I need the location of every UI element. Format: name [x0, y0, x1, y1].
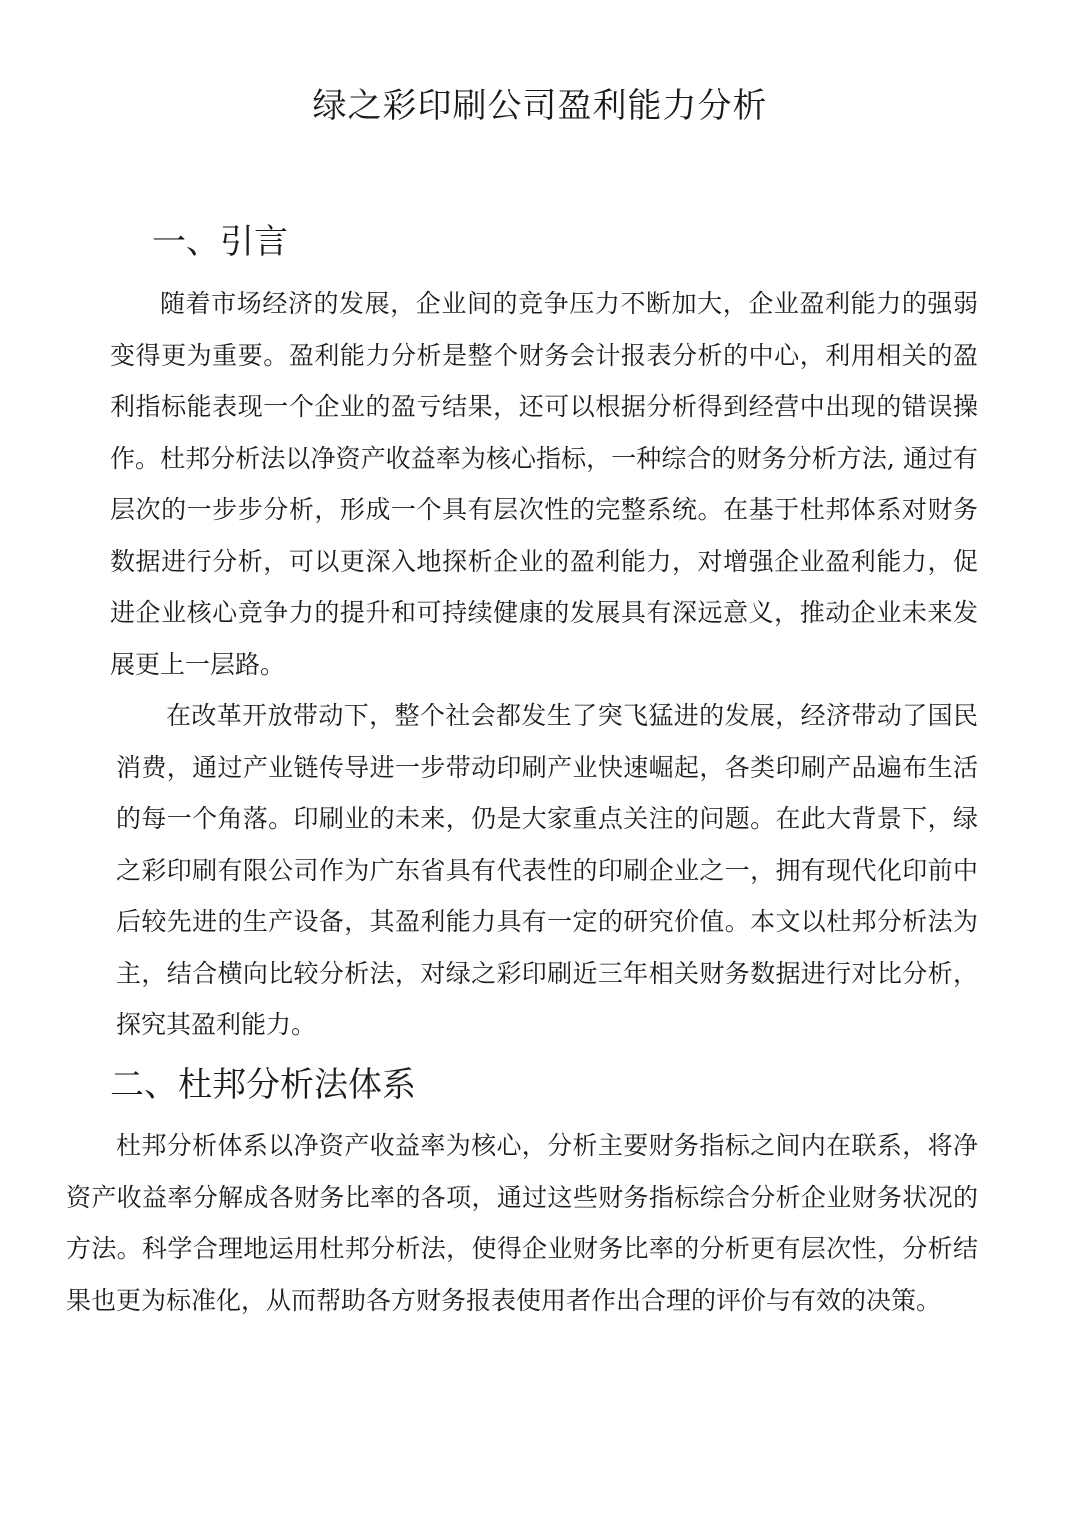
paragraph-dupont-system-1: 杜邦分析体系以净资产收益率为核心，分析主要财务指标之间内在联系，将净资产收益率分解成各财务比率的各项，通过这些财务指标综合分析企业财务状况的方法。科学合理地运用杜邦分析法，使得企业财务比率的分析更有层次性，分析结果也更为标准化，从而帮助各方财务报表使用者作出合理的评价与有效的决策。: [66, 1131, 978, 1315]
section-heading-dupont-system: 二、杜邦分析法体系: [110, 1065, 416, 1105]
document-title: 绿之彩印刷公司盈利能力分析: [312, 86, 768, 126]
paragraph-introduction-1: 随着市场经济的发展，企业间的竞争压力不断加大，企业盈利能力的强弱变得更为重要。盈利能力分析是整个财务会计报表分析的中心，利用相关的盈利指标能表现一个企业的盈亏结果，还可以根据分析得到经营中出现的错误操作。杜邦分析法以净资产收益率为核心指标，一种综合的财务分析方法, 通过有层次的一步步分析，形成一个具有层次性的完整系统。在基于杜邦体系对财务数据进行分析，可以更深入地探析企业的盈利能力，对增强企业盈利能力，促进企业核心竞争力的提升和可持续健康的发展具有深远意义，推动企业未来发展更上一层路。: [110, 289, 978, 679]
paragraph-introduction-2: 在改革开放带动下，整个社会都发生了突飞猛进的发展，经济带动了国民消费，通过产业链传导进一步带动印刷产业快速崛起，各类印刷产品遍布生活的每一个角落。印刷业的未来，仍是大家重点关注的问题。在此大背景下，绿之彩印刷有限公司作为广东省具有代表性的印刷企业之一，拥有现代化印前中后较先进的生产设备，其盈利能力具有一定的研究价值。本文以杜邦分析法为主，结合横向比较分析法，对绿之彩印刷近三年相关财务数据进行对比分析，探究其盈利能力。: [116, 701, 978, 1039]
section-heading-introduction: 一、引言: [152, 222, 288, 262]
